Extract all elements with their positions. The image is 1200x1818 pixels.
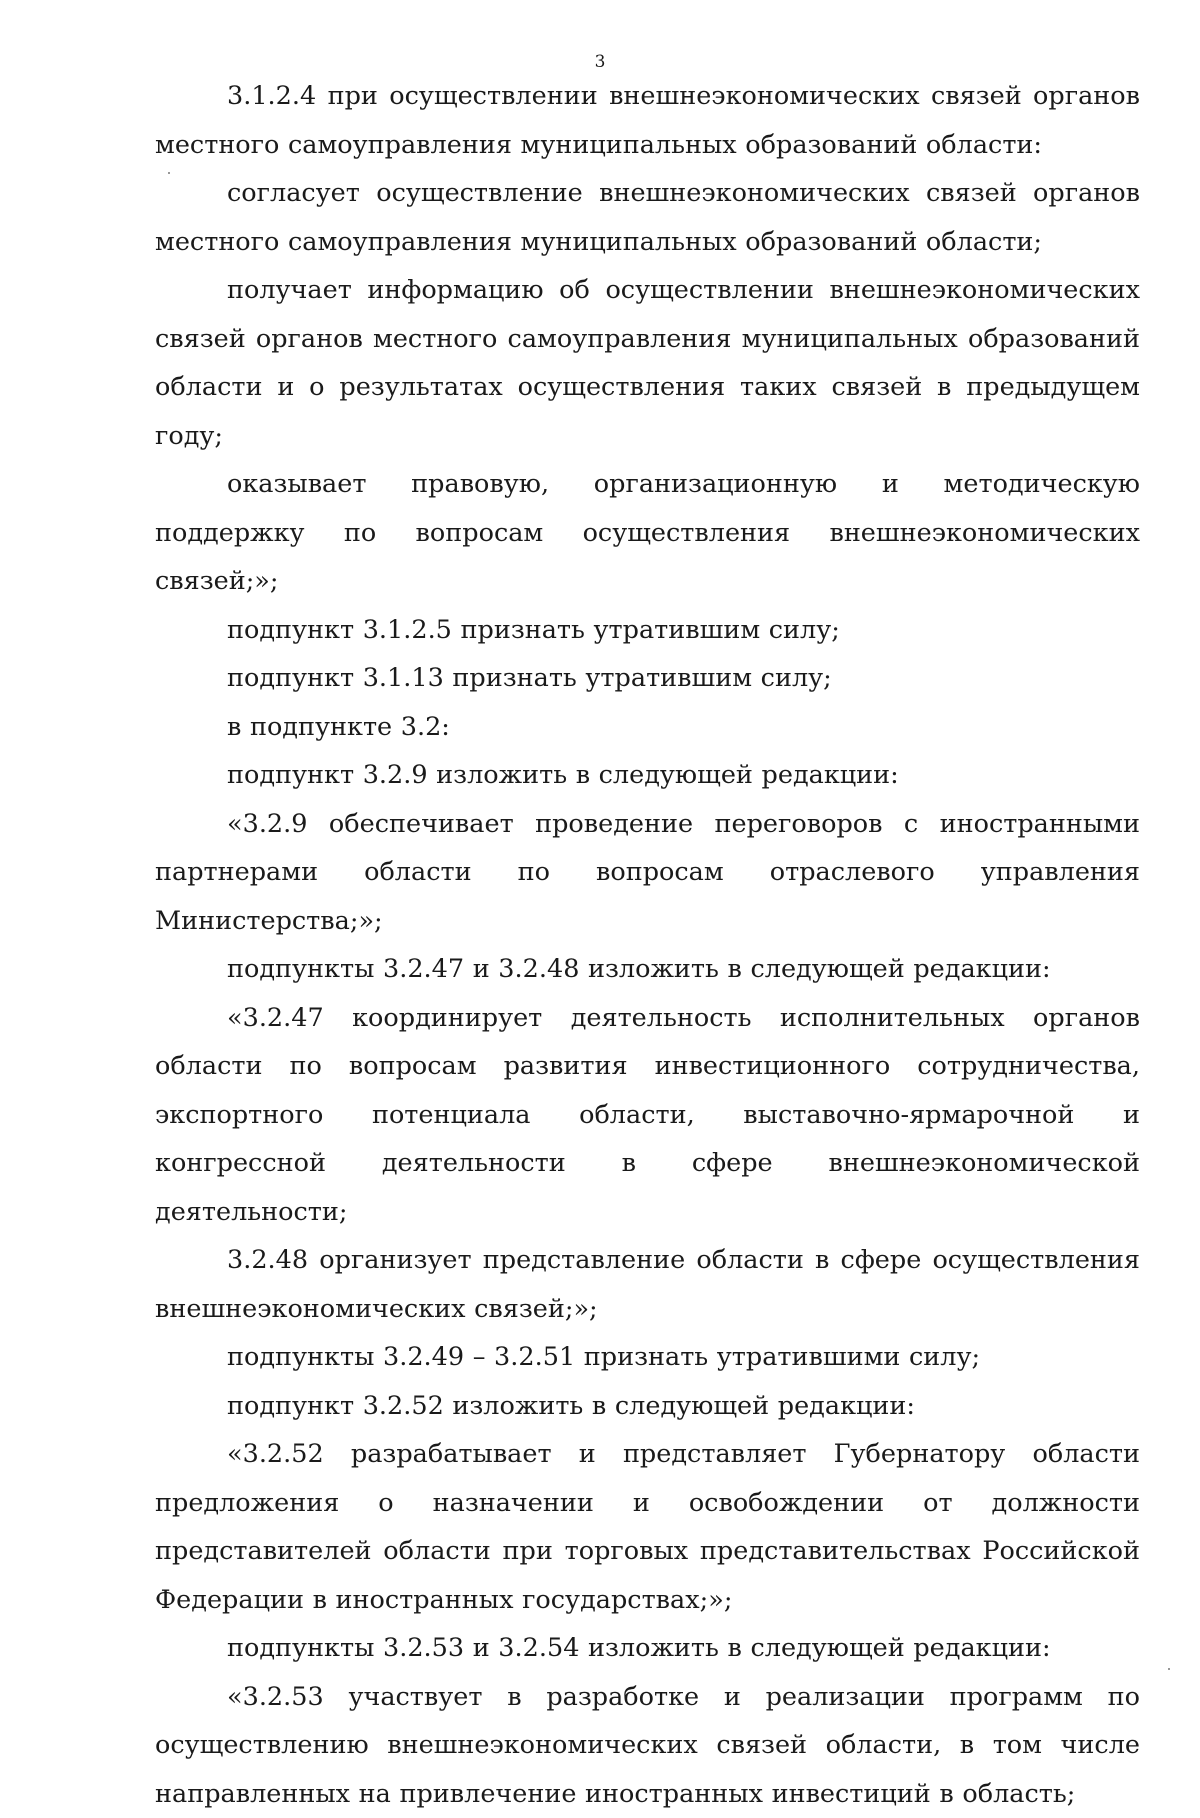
paragraph: оказывает правовую, организационную и методическую поддержку по вопросам осуществления внешнеэкономических связей;»; bbox=[155, 460, 1140, 606]
document-body bbox=[155, 72, 1140, 1818]
paragraph: «3.2.53 участвует в разработке и реализации программ по осуществлению внешнеэкономических связей области, в том числе направленных на привлечение иностранных инвестиций в область; bbox=[155, 1673, 1140, 1818]
paragraph: 3.2.48 организует представление области в сфере осуществления внешнеэкономических связей;»; bbox=[155, 1236, 1140, 1333]
scan-speck bbox=[1168, 1668, 1170, 1670]
paragraph: подпункт 3.2.9 изложить в следующей редакции: bbox=[155, 751, 1140, 800]
paragraph: подпункт 3.1.2.5 признать утратившим силу; bbox=[155, 606, 1140, 655]
scan-speck bbox=[168, 172, 170, 174]
paragraph: подпункт 3.1.13 признать утратившим силу; bbox=[155, 654, 1140, 703]
paragraph: «3.2.47 координирует деятельность исполнительных органов области по вопросам развития инвестиционного сотрудничества, экспортного потенциала области, выставочно-ярмарочной и конгрессной деятельности в сфере внешнеэкономической деятельности; bbox=[155, 994, 1140, 1237]
paragraph: «3.2.9 обеспечивает проведение переговоров с иностранными партнерами области по вопросам отраслевого управления Министерства;»; bbox=[155, 800, 1140, 946]
paragraph: получает информацию об осуществлении внешнеэкономических связей органов местного самоуправления муниципальных образований области и о результатах осуществления таких связей в предыдущем году; bbox=[155, 266, 1140, 460]
paragraph: «3.2.52 разрабатывает и представляет Губернатору области предложения о назначении и освобождении от должности представителей области при торговых представительствах Российской Федерации в иностранных государствах;»; bbox=[155, 1430, 1140, 1624]
paragraph: подпункт 3.2.52 изложить в следующей редакции: bbox=[155, 1382, 1140, 1431]
paragraph: 3.1.2.4 при осуществлении внешнеэкономических связей органов местного самоуправления муниципальных образований области: bbox=[155, 72, 1140, 169]
paragraph: подпункты 3.2.53 и 3.2.54 изложить в следующей редакции: bbox=[155, 1624, 1140, 1673]
paragraph: подпункты 3.2.49 – 3.2.51 признать утратившими силу; bbox=[155, 1333, 1140, 1382]
paragraph: подпункты 3.2.47 и 3.2.48 изложить в следующей редакции: bbox=[155, 945, 1140, 994]
paragraph: согласует осуществление внешнеэкономических связей органов местного самоуправления муниципальных образований области; bbox=[155, 169, 1140, 266]
paragraph: в подпункте 3.2: bbox=[155, 703, 1140, 752]
page-number: 3 bbox=[0, 52, 1200, 72]
